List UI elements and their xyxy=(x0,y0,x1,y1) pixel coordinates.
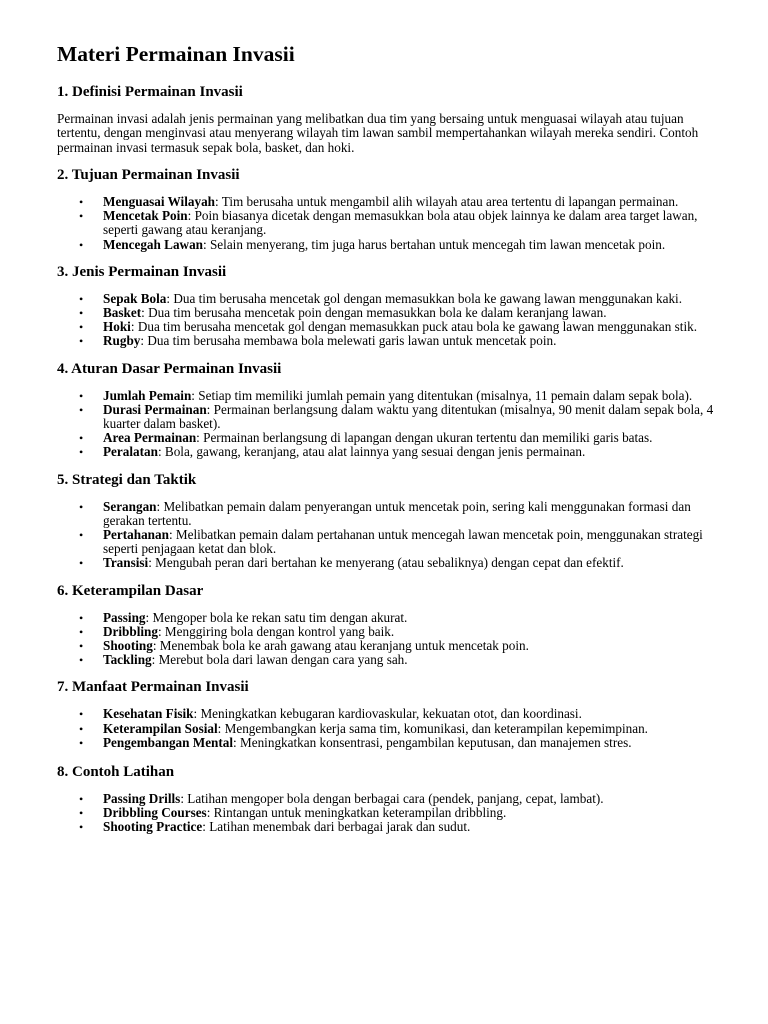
list-item-term: Passing xyxy=(103,609,146,625)
list-item-term: Jumlah Pemain xyxy=(103,387,192,403)
list-item xyxy=(57,806,717,820)
list-item-term: Pengembangan Mental xyxy=(103,734,234,750)
section-heading: 7. Manfaat Permainan Invasii xyxy=(57,679,249,696)
list-item xyxy=(57,445,717,459)
list-item-term: Shooting xyxy=(103,637,153,653)
list-item xyxy=(57,389,717,403)
section-3 xyxy=(57,262,717,349)
list-item-term: Passing Drills xyxy=(103,790,181,806)
list-item-term: Dribbling Courses xyxy=(103,805,207,821)
list-item-text: : Melibatkan pemain dalam penyerangan untuk mencetak poin, sering kali menggunakan formasi dan gerakan tertentu. xyxy=(103,498,691,528)
bullet-icon: • xyxy=(79,402,84,417)
bullet-icon: • xyxy=(79,388,84,403)
bullet-icon: • xyxy=(79,721,84,736)
bullet-list xyxy=(57,792,717,835)
bullet-icon: • xyxy=(79,445,84,460)
list-item-text: : Dua tim berusaha mencetak poin dengan memasukkan bola ke dalam keranjang lawan. xyxy=(141,304,607,320)
bullet-icon: • xyxy=(79,638,84,653)
list-item-text: : Bola, gawang, keranjang, atau alat lainnya yang sesuai dengan jenis permainan. xyxy=(157,444,586,460)
list-item xyxy=(57,320,717,334)
list-item-term: Rugby xyxy=(103,333,141,349)
section-1 xyxy=(57,82,717,155)
list-item xyxy=(57,500,717,528)
list-item-term: Pertahanan xyxy=(103,526,169,542)
page-title: Materi Permainan Invasii xyxy=(57,42,295,66)
list-item-text: : Latihan menembak dari berbagai jarak dan sudut. xyxy=(202,819,471,835)
list-item-term: Sepak Bola xyxy=(103,290,167,306)
section-7 xyxy=(57,677,717,750)
bullet-icon: • xyxy=(79,209,84,224)
bullet-list xyxy=(57,389,717,460)
bullet-icon: • xyxy=(79,735,84,750)
bullet-icon: • xyxy=(79,624,84,639)
list-item-text: : Permainan berlangsung di lapangan dengan ukuran tertentu dan memiliki garis batas. xyxy=(196,430,653,446)
list-item xyxy=(57,195,717,209)
bullet-icon: • xyxy=(79,707,84,722)
bullet-list xyxy=(57,707,717,750)
list-item-term: Area Permainan xyxy=(103,430,197,446)
bullet-icon: • xyxy=(79,527,84,542)
list-item-text: : Setiap tim memiliki jumlah pemain yang ditentukan (misalnya, 11 pemain dalam sepak bola). xyxy=(191,387,693,403)
section-heading: 2. Tujuan Permainan Invasii xyxy=(57,166,240,183)
bullet-icon: • xyxy=(79,320,84,335)
list-item-term: Keterampilan Sosial xyxy=(103,720,218,736)
section-heading: 8. Contoh Latihan xyxy=(57,763,175,780)
section-8 xyxy=(57,762,717,835)
list-item-term: Menguasai Wilayah xyxy=(103,193,215,209)
list-item xyxy=(57,792,717,806)
sections-container xyxy=(57,82,717,835)
list-item xyxy=(57,653,717,667)
bullet-icon: • xyxy=(79,653,84,668)
list-item-text: : Melibatkan pemain dalam pertahanan untuk mencegah lawan mencetak poin, menggunakan strategi seperti penjagaan ketat dan blok. xyxy=(103,526,703,557)
bullet-icon: • xyxy=(79,334,84,349)
list-item xyxy=(57,431,717,445)
list-item-term: Durasi Permainan xyxy=(103,401,207,417)
list-item xyxy=(57,334,717,348)
list-item-term: Mencegah Lawan xyxy=(103,236,204,252)
list-item-text: : Mengubah peran dari bertahan ke menyerang (atau sebaliknya) dengan cepat dan efektif. xyxy=(148,555,624,571)
section-heading: 3. Jenis Permainan Invasii xyxy=(57,263,227,280)
bullet-list xyxy=(57,195,717,252)
list-item xyxy=(57,611,717,625)
bullet-icon: • xyxy=(79,791,84,806)
bullet-icon: • xyxy=(79,499,84,514)
list-item xyxy=(57,820,717,834)
section-5 xyxy=(57,470,717,571)
section-heading: 6. Keterampilan Dasar xyxy=(57,582,204,599)
bullet-icon: • xyxy=(79,556,84,571)
list-item xyxy=(57,722,717,736)
bullet-icon: • xyxy=(79,610,84,625)
bullet-icon: • xyxy=(79,820,84,835)
list-item-text: : Dua tim berusaha mencetak gol dengan memasukkan bola ke gawang lawan menggunakan kaki. xyxy=(166,290,683,306)
list-item xyxy=(57,625,717,639)
list-item xyxy=(57,528,717,556)
list-item-term: Dribbling xyxy=(103,623,158,639)
section-2 xyxy=(57,165,717,252)
list-item xyxy=(57,292,717,306)
section-6 xyxy=(57,581,717,668)
list-item-text: : Dua tim berusaha membawa bola melewati garis lawan untuk mencetak poin. xyxy=(140,333,557,349)
list-item-term: Basket xyxy=(103,304,142,320)
list-item-text: : Permainan berlangsung dalam waktu yang ditentukan (misalnya, 90 menit dalam sepak bola, 4 kuarter dalam basket). xyxy=(103,401,714,431)
list-item-text: : Meningkatkan kebugaran kardiovaskular, kekuatan otot, dan koordinasi. xyxy=(193,706,582,722)
list-item-text: : Poin biasanya dicetak dengan memasukkan bola atau objek lainnya ke dalam area target lawan, seperti gawang atau keranjang. xyxy=(103,208,698,238)
list-item-term: Shooting Practice xyxy=(103,819,203,835)
bullet-list xyxy=(57,611,717,668)
list-item-text: : Meningkatkan konsentrasi, pengambilan keputusan, dan manajemen stres. xyxy=(233,734,632,750)
list-item xyxy=(57,209,717,237)
bullet-list xyxy=(57,500,717,571)
list-item-term: Hoki xyxy=(103,319,131,335)
list-item-term: Tackling xyxy=(103,652,152,668)
section-4 xyxy=(57,359,717,460)
section-heading: 5. Strategi dan Taktik xyxy=(57,471,197,488)
list-item-text: : Latihan mengoper bola dengan berbagai cara (pendek, panjang, cepat, lambat). xyxy=(180,790,604,806)
bullet-icon: • xyxy=(79,291,84,306)
bullet-icon: • xyxy=(79,237,84,252)
list-item xyxy=(57,306,717,320)
bullet-icon: • xyxy=(79,305,84,320)
bullet-icon: • xyxy=(79,431,84,446)
section-heading: 4. Aturan Dasar Permainan Invasii xyxy=(57,360,282,377)
bullet-icon: • xyxy=(79,194,84,209)
list-item-text: : Menggiring bola dengan kontrol yang baik. xyxy=(157,623,395,639)
list-item-term: Serangan xyxy=(103,498,157,514)
list-item-term: Transisi xyxy=(103,555,149,571)
list-item-term: Peralatan xyxy=(103,444,158,460)
list-item xyxy=(57,707,717,721)
section-heading: 1. Definisi Permainan Invasii xyxy=(57,84,243,100)
list-item-text: : Selain menyerang, tim juga harus bertahan untuk mencegah tim lawan mencetak poin. xyxy=(203,236,666,252)
list-item xyxy=(57,403,717,431)
list-item-text: : Tim berusaha untuk mengambil alih wilayah atau area tertentu di lapangan permainan. xyxy=(215,193,679,209)
list-item-term: Kesehatan Fisik xyxy=(103,706,194,722)
document-page xyxy=(57,40,717,835)
list-item-text: : Menembak bola ke arah gawang atau keranjang untuk mencetak poin. xyxy=(152,637,529,653)
bullet-icon: • xyxy=(79,806,84,821)
list-item-text: : Rintangan untuk meningkatkan keterampilan dribbling. xyxy=(206,805,507,821)
list-item xyxy=(57,556,717,570)
list-item-text: : Mengoper bola ke rekan satu tim dengan akurat. xyxy=(145,609,408,625)
list-item-text: : Mengembangkan kerja sama tim, komunikasi, dan keterampilan kepemimpinan. xyxy=(217,720,648,736)
list-item-term: Mencetak Poin xyxy=(103,208,188,224)
list-item-text: : Dua tim berusaha mencetak gol dengan memasukkan puck atau bola ke gawang lawan menggunakan stik. xyxy=(130,319,698,335)
section-paragraph: Permainan invasi adalah jenis permainan yang melibatkan dua tim yang bersaing untuk menguasai wilayah atau tujuan tertentu, dengan menginvasi atau menyerang wilayah tim lawan sambil mempertahankan wilayah mereka sendiri. Contoh permainan invasi termasuk sepak bola, basket, dan hoki. xyxy=(57,111,699,155)
bullet-list xyxy=(57,292,717,349)
list-item xyxy=(57,238,717,252)
list-item-text: : Merebut bola dari lawan dengan cara yang sah. xyxy=(151,652,408,668)
list-item xyxy=(57,639,717,653)
list-item xyxy=(57,736,717,750)
